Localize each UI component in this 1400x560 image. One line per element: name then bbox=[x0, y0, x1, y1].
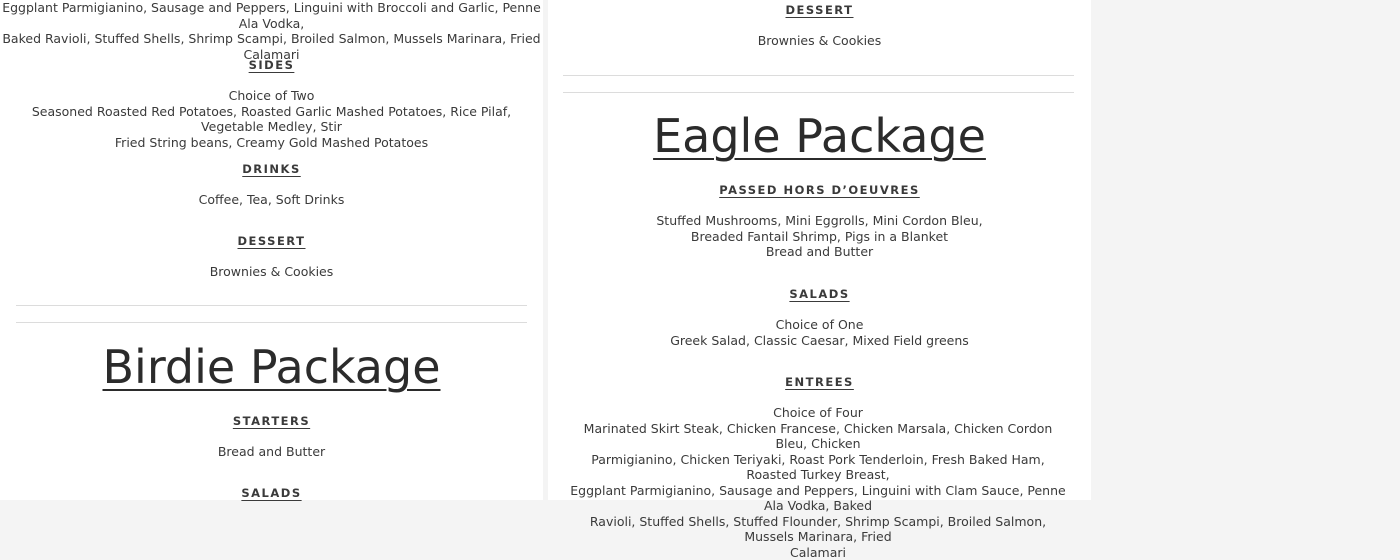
divider bbox=[16, 305, 527, 306]
hors-line: Stuffed Mushrooms, Mini Eggrolls, Mini Cordon Bleu, bbox=[548, 213, 1091, 229]
entrees-line: Baked Ravioli, Stuffed Shells, Shrimp Scampi, Broiled Salmon, Mussels Marinara, Fried Calamari bbox=[0, 31, 543, 62]
package-title-birdie bbox=[0, 341, 543, 393]
package-title-text: Birdie Package bbox=[102, 340, 440, 394]
salads-heading bbox=[0, 486, 543, 500]
dessert-heading-text: DESSERT bbox=[238, 234, 306, 248]
salads-line: Choice of One bbox=[548, 317, 1091, 333]
hors-line: Bread and Butter bbox=[548, 244, 1091, 260]
sides-line: Fried String beans, Creamy Gold Mashed Potatoes bbox=[0, 135, 543, 151]
entrees-text bbox=[568, 405, 1068, 560]
right-column bbox=[548, 0, 1091, 500]
entrees-line: Parmigianino, Chicken Teriyaki, Roast Pork Tenderloin, Fresh Baked Ham, Roasted Turkey Breast, bbox=[568, 452, 1068, 483]
dessert-text: Brownies & Cookies bbox=[0, 264, 543, 280]
entrees-line: Ravioli, Stuffed Shells, Stuffed Flounder, Shrimp Scampi, Broiled Salmon, Mussels Marinara, Fried bbox=[568, 514, 1068, 545]
hors-heading bbox=[548, 183, 1091, 197]
entrees-line: Eggplant Parmigianino, Sausage and Peppers, Linguini with Broccoli and Garlic, Penne Ala Vodka, bbox=[0, 0, 543, 31]
dessert-text: Brownies & Cookies bbox=[548, 33, 1091, 49]
left-entrees-tail bbox=[0, 0, 543, 62]
salads-heading-text: SALADS bbox=[789, 287, 849, 301]
drinks-heading-text: DRINKS bbox=[242, 162, 301, 176]
entrees-line: Choice of Four bbox=[568, 405, 1068, 421]
hors-line: Breaded Fantail Shrimp, Pigs in a Blanket bbox=[548, 229, 1091, 245]
sides-heading bbox=[0, 58, 543, 72]
divider bbox=[563, 75, 1074, 76]
entrees-line: Eggplant Parmigianino, Sausage and Peppers, Linguini with Clam Sauce, Penne Ala Vodka, Baked bbox=[568, 483, 1068, 514]
dessert-heading bbox=[548, 3, 1091, 17]
sides-text bbox=[0, 88, 543, 150]
sides-heading-text: SIDES bbox=[249, 58, 295, 72]
entrees-line: Calamari bbox=[568, 545, 1068, 560]
left-column bbox=[0, 0, 543, 500]
divider bbox=[563, 92, 1074, 93]
drinks-heading bbox=[0, 162, 543, 176]
salads-text bbox=[548, 317, 1091, 348]
dessert-heading-text: DESSERT bbox=[786, 3, 854, 17]
sides-line: Seasoned Roasted Red Potatoes, Roasted Garlic Mashed Potatoes, Rice Pilaf, Vegetable Medley, Stir bbox=[0, 104, 543, 135]
hors-heading-text: PASSED HORS D’OEUVRES bbox=[719, 183, 920, 197]
salads-heading-text: SALADS bbox=[241, 486, 301, 500]
hors-text bbox=[548, 213, 1091, 260]
entrees-line: Marinated Skirt Steak, Chicken Francese, Chicken Marsala, Chicken Cordon Bleu, Chicken bbox=[568, 421, 1068, 452]
entrees-heading bbox=[548, 375, 1091, 389]
entrees-heading-text: ENTREES bbox=[785, 375, 854, 389]
dessert-heading bbox=[0, 234, 543, 248]
sides-line: Choice of Two bbox=[0, 88, 543, 104]
divider bbox=[16, 322, 527, 323]
package-title-eagle bbox=[548, 110, 1091, 162]
package-title-text: Eagle Package bbox=[653, 109, 986, 163]
salads-line: Greek Salad, Classic Caesar, Mixed Field greens bbox=[548, 333, 1091, 349]
starters-heading bbox=[0, 414, 543, 428]
drinks-text: Coffee, Tea, Soft Drinks bbox=[0, 192, 543, 208]
salads-heading bbox=[548, 287, 1091, 301]
starters-heading-text: STARTERS bbox=[233, 414, 310, 428]
starters-text: Bread and Butter bbox=[0, 444, 543, 460]
